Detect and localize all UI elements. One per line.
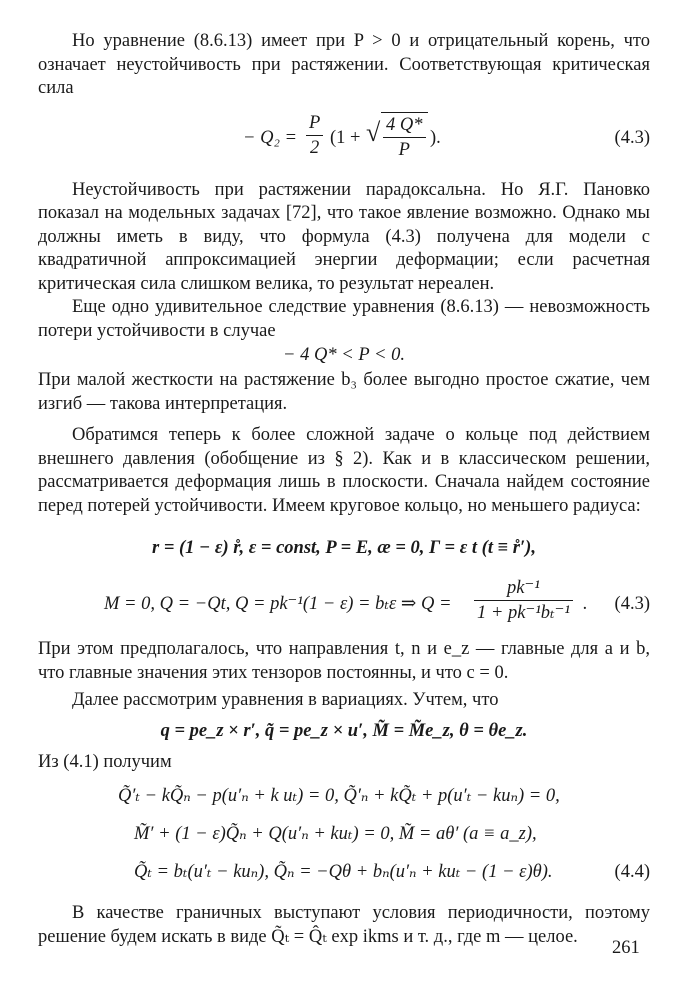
eq1-sqrt-frac bbox=[381, 112, 428, 162]
eq4-frac-bot: 1 + pk⁻¹bₜ⁻¹ bbox=[477, 603, 570, 623]
eq1-frac-top: P bbox=[306, 111, 323, 136]
equation-variations bbox=[38, 719, 650, 751]
eq6-line-2: M̃′ + (1 − ε)Q̃ₙ + Q(u′ₙ + kuₜ) = 0, M̃ = aθ′ (a ≡ a_z), bbox=[134, 824, 537, 844]
equation-4-4 bbox=[38, 778, 650, 894]
equation-inequality bbox=[38, 343, 650, 369]
eq1-paren-open: (1 + bbox=[330, 127, 361, 148]
equation-4-3-b bbox=[38, 574, 650, 632]
paragraph-3: Еще одно удивительное следствие уравнения (8.6.13) — невозможность потери устойчивости в случае bbox=[38, 297, 650, 341]
eq2-text: − 4 Q* < P < 0. bbox=[283, 345, 405, 365]
sqrt-symbol: √ bbox=[366, 117, 381, 147]
eq4-tail: . bbox=[583, 594, 588, 614]
equation-ring bbox=[38, 526, 650, 570]
page-number: 261 bbox=[612, 938, 640, 958]
eq1-frac-bot: 2 bbox=[310, 137, 320, 158]
paragraph-2: Неустойчивость при растяжении парадоксальна. Но Я.Г. Пановко показал на модельных задачах [72], что такое явление возможно. Однако мы должны иметь в виду, что формула (4.3) получена для модели с квадратичной аппроксимацией энергии деформации; если расчетная критическая сила слишком велика, то результат нереален. bbox=[38, 179, 650, 294]
eq4-frac-top: pk⁻¹ bbox=[474, 576, 573, 601]
paragraph-8: Из (4.1) получим bbox=[38, 751, 172, 772]
eq6-line-3: Q̃ₜ = bₜ(u′ₜ − kuₙ), Q̃ₙ = −Qθ + bₙ(u′ₙ + kuₜ − (1 − ε)θ). bbox=[134, 862, 553, 882]
paragraph-1: Но уравнение (8.6.13) имеет при P > 0 и отрицательный корень, что означает неустойчивость при растяжении. Соответствующая критическая сила bbox=[38, 31, 650, 98]
paragraph-9: В качестве граничных выступают условия периодичности, поэтому решение будем искать в виде Q̃ₜ = Q̂ₜ exp ikms и т. д., где m — целое. bbox=[38, 903, 650, 947]
eq1-frac bbox=[306, 111, 323, 160]
eq3-text: r = (1 − ε) r̊, ε = const, P = E, æ = 0, Γ = ε t (t ≡ r̊′), bbox=[152, 538, 536, 558]
paragraph-4: При малой жесткости на растяжение b₃ более выгодно простое сжатие, чем изгиб — такова интерпретация. bbox=[38, 370, 650, 414]
equation-number: (4.3) bbox=[614, 127, 650, 148]
eq1-lhs: − Q₂ = bbox=[243, 127, 298, 148]
eq1-sqrt-top: 4 Q* bbox=[383, 113, 426, 138]
eq6-line-1: Q̃′ₜ − kQ̃ₙ − p(u′ₙ + k uₜ) = 0, Q̃′ₙ + kQ̃ₜ + p(u′ₜ − kuₙ) = 0, bbox=[118, 786, 560, 806]
eq4-frac bbox=[474, 576, 573, 625]
equation-4-3-a bbox=[38, 107, 650, 169]
page-body bbox=[38, 30, 650, 949]
equation-number: (4.4) bbox=[614, 862, 650, 882]
paragraph-6: При этом предполагалось, что направления t, n и e_z — главные для a и b, что главные значения этих тензоров постоянны, и что c = 0. bbox=[38, 639, 650, 683]
eq1-paren-close: ). bbox=[430, 127, 441, 148]
paragraph-7: Далее рассмотрим уравнения в вариациях. Учтем, что bbox=[72, 690, 499, 710]
eq5-text: q = pe_z × r′, q̃ = pe_z × u′, M̃ = M̃e_z, θ = θe_z. bbox=[160, 720, 528, 741]
eq1-sqrt-bot: P bbox=[398, 139, 410, 160]
eq4-main: M = 0, Q = −Qt, Q = pk⁻¹(1 − ε) = bₜε ⇒ Q = bbox=[104, 594, 452, 614]
equation-number: (4.3) bbox=[614, 594, 650, 614]
paragraph-5: Обратимся теперь к более сложной задаче о кольце под действием внешнего давления (обобщение из § 2). Как и в классическом решении, рассматривается деформация лишь в плоскости. Сначала найдем состояние перед потерей устойчивости. Имеем круговое кольцо, но меньшего радиуса: bbox=[38, 425, 650, 516]
